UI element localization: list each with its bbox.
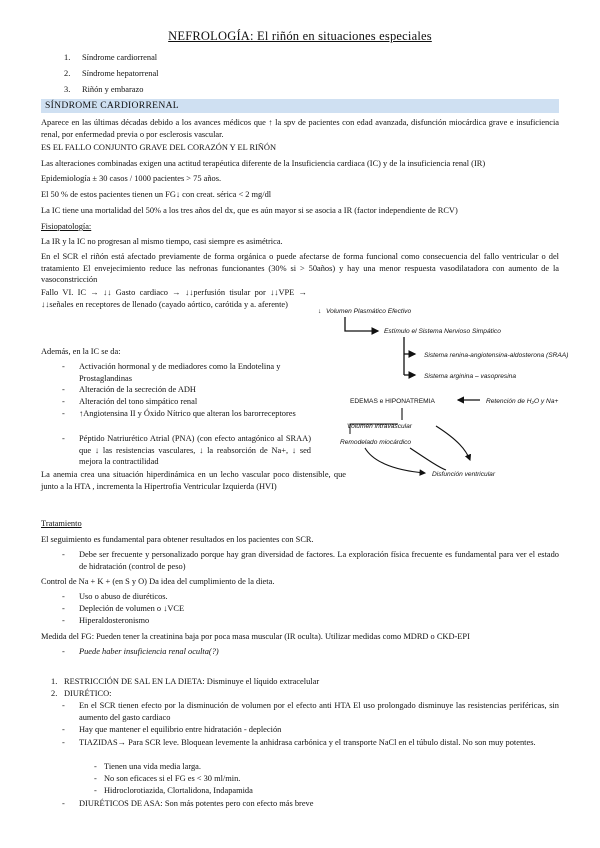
dash-bullet: -: [94, 762, 97, 771]
seguimiento-item: Debe ser frecuente y personalizado porque hay gran diversidad de factores. La exploración física frecuente es fundamental para ver el estado de hidratación (control de peso): [79, 550, 559, 571]
fallo-vi-text: Fallo VI. IC → ↓↓ Gasto cardiaco → ↓↓perfusión tisular por ↓↓VPE → ↓↓señales en receptores de llenado (cayado aórtico, carótida y a. aferente): [41, 288, 307, 309]
ademas-item: Péptido Natriurético Atrial (PNA) (con efecto antagónico al SRAA) que ↓ las resistencias vasculares, ↓ la reabsorción de Na+, ↓ sed mejora la contractilidad: [79, 434, 311, 466]
diagram-vpe: Volumen Plasmático Efectivo: [326, 308, 412, 315]
dash-bullet: -: [62, 362, 65, 371]
fisiopatologia-heading: Fisiopatología:: [41, 222, 92, 231]
arrow-connector: [345, 317, 378, 331]
curve-line: [410, 448, 446, 470]
anemia-text: La anemia crea una situación hiperdinámica en un lecho vascular poco distensible, que junto a la HTA , incrementa la Hipertrofia Ventricular Izquierda (HVI): [41, 470, 346, 491]
dash-bullet: -: [62, 385, 65, 394]
connector-line: [350, 424, 398, 434]
diagram-intravascular: Volumen intravascular: [347, 423, 412, 430]
diagram-simpatico: Estímulo el Sistema Nervioso Simpático: [384, 328, 501, 335]
medida-fg-text: Medida del FG: Pueden tener la creatinina baja por poca masa muscular (IR oculta). Utilizar medidas como MDRD o CKD-EPI: [41, 632, 470, 641]
control-na-text: Control de Na + K + (en S y O) Da idea del cumplimiento de la dieta.: [41, 577, 275, 586]
diagram-sraa: Sistema renina-angiotensina-aldosterona (SRAA): [424, 352, 569, 359]
seguimiento-text: El seguimiento es fundamental para obtener resultados en los pacientes con SCR.: [41, 535, 314, 544]
alteraciones-text: Las alteraciones combinadas exigen una actitud terapéutica diferente de la Insuficiencia cardiaca (IC) y de la insuficiencia renal (IR): [41, 159, 486, 168]
diuretico-item: TIAZIDAS→ Para SCR leve. Bloquean levemente la anhidrasa carbónica y el transporte NaCl en el túbulo distal. No son muy potentes.: [79, 738, 536, 747]
toc-number: 2.: [64, 69, 71, 78]
ademas-item: Alteración de la secreción de ADH: [79, 385, 196, 394]
fallo-heading: ES EL FALLO CONJUNTO GRAVE DEL CORAZÓN Y EL RIÑÓN: [41, 143, 277, 152]
diagram-remodelado: Remodelado miocárdico: [340, 439, 412, 446]
dash-bullet: -: [62, 604, 65, 613]
restriccion-text: RESTRICCIÓN DE SAL EN LA DIETA: Disminuye el líquido extracelular: [64, 677, 320, 686]
epidemiologia-text: Epidemiología ± 30 casos / 1000 pacientes > 75 años.: [41, 174, 222, 183]
intro-paragraph: Aparece en las últimas décadas debido a los avances médicos que ↑ la spv de pacientes con edad avanzada, disfunción miocárdica grave e insuficiencia renal, por enfermedad previa o por esclerosis vascular.: [41, 118, 559, 139]
curve-arrow: [365, 448, 425, 473]
mortalidad-text: La IC tiene una mortalidad del 50% a los tres años del dx, que es aún mayor si se asocia a IR (factor independiente de RCV): [41, 206, 458, 215]
diuretico-item: Hay que mantener el equilibrio entre hidratación - depleción: [79, 725, 282, 734]
tiazidas-item: Tienen una vida media larga.: [104, 762, 201, 771]
dash-bullet: -: [62, 799, 65, 808]
ademas-heading: Además, en la IC se da:: [41, 347, 121, 356]
dash-bullet: -: [62, 397, 65, 406]
toc-number: 1.: [64, 53, 71, 62]
control-item: Uso o abuso de diuréticos.: [79, 592, 168, 601]
tiazidas-item: Hidroclorotiazida, Clortalidona, Indapamida: [104, 786, 253, 795]
dash-bullet: -: [62, 738, 65, 747]
dash-bullet: -: [62, 647, 65, 656]
dash-bullet: -: [62, 701, 65, 710]
toc-item: Síndrome hepatorrenal: [82, 69, 159, 78]
dash-bullet: -: [62, 550, 65, 559]
list-number: 1.: [51, 677, 58, 686]
dash-bullet: -: [62, 725, 65, 734]
toc-item: Síndrome cardiorrenal: [82, 53, 158, 62]
diagram-disfuncion: Disfunción ventricular: [432, 471, 496, 478]
list-number: 2.: [51, 689, 58, 698]
dash-bullet: -: [62, 616, 65, 625]
ademas-item: ↑Angiotensina II y Óxido Nítrico que alteran los barorreceptores: [79, 409, 296, 418]
fisio-text-1: La IR y la IC no progresan al mismo tiempo, casi siempre es asimétrica.: [41, 237, 283, 246]
vpe-arrow-icon: ↓: [318, 308, 322, 315]
control-item: Depleción de volumen o ↓VCE: [79, 604, 185, 613]
diagram-retencion: Retención de H₂O y Na+: [486, 398, 559, 405]
dash-bullet: -: [94, 774, 97, 783]
dash-bullet: -: [62, 409, 65, 418]
diagram-arginina: Sistema arginina – vasopresina: [424, 373, 516, 380]
diagram-edemas: EDEMAS e HIPONATREMIA: [350, 398, 435, 405]
fisio-text-2: En el SCR el riñón está afectado previamente de forma orgánica o puede afectarse de forma funcional como consecuencia del fallo ventricular o del tratamiento El envejecimiento reduce las nefronas funcionantes (30% si > 50años) y hay una menor respuesta vasodilatadora con aumento de la vasoconstricción: [41, 252, 559, 284]
diuretico-item: En el SCR tienen efecto por la disminución de volumen por el efecto anti HTA El uso prolongado disminuye las resistencias periféricas, sin aumento del gasto cardiaco: [79, 701, 559, 722]
tratamiento-heading: Tratamiento: [41, 519, 82, 528]
dash-bullet: -: [94, 786, 97, 795]
page-title: NEFROLOGÍA: El riñón en situaciones especiales: [168, 29, 432, 43]
tiazidas-item: No son eficaces si el FG es < 30 ml/min.: [104, 774, 241, 783]
fg-text: El 50 % de estos pacientes tienen un FG↓ con creat. sérica < 2 mg/dl: [41, 190, 272, 199]
medida-item: Puede haber insuficiencia renal oculta(?): [79, 647, 219, 656]
diureticos-asa-text: DIURÉTICOS DE ASA: Son más potentes pero con efecto más breve: [79, 799, 314, 808]
dash-bullet: -: [62, 592, 65, 601]
curve-arrow: [436, 426, 470, 460]
dash-bullet: -: [62, 434, 65, 443]
toc-number: 3.: [64, 85, 71, 94]
control-item: Hiperaldosteronismo: [79, 616, 150, 625]
ademas-item: Alteración del tono simpático renal: [79, 397, 198, 406]
section-title: SÍNDROME CARDIORRENAL: [45, 100, 179, 111]
ademas-item: Activación hormonal y de mediadores como la Endotelina y Prostaglandinas: [79, 362, 281, 383]
diuretico-heading: DIURÉTICO:: [64, 689, 112, 698]
toc-item: Riñón y embarazo: [82, 85, 144, 94]
